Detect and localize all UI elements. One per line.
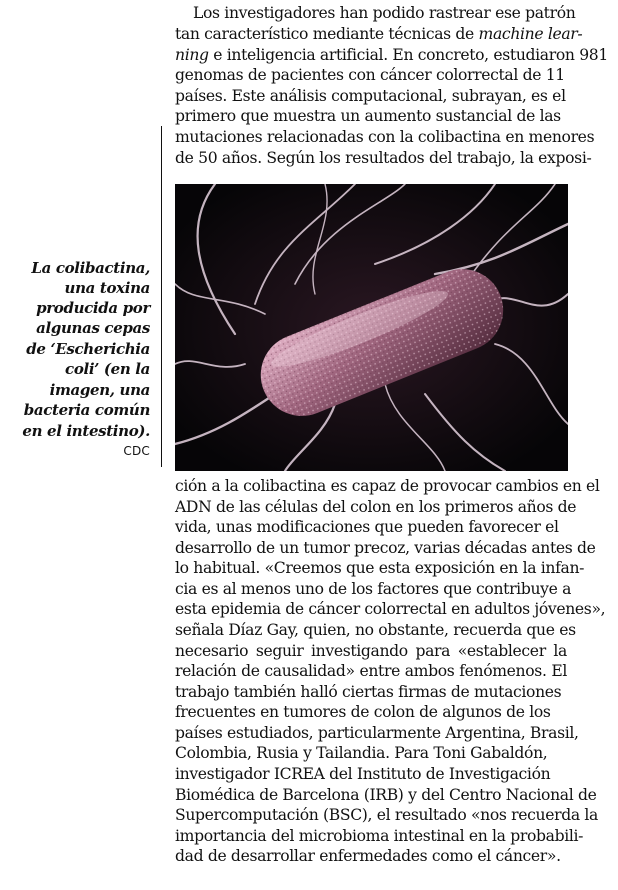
caption-line: en el intestino). bbox=[22, 422, 150, 440]
body-line: necesario seguir investigando para «establecer la bbox=[175, 642, 567, 660]
body-line: desarrollo de un tumor precoz, varias décadas antes de bbox=[175, 539, 596, 557]
body-line: esta epidemia de cáncer colorrectal en adultos jóvenes», bbox=[175, 600, 606, 618]
caption-line: La colibactina, bbox=[31, 259, 150, 277]
caption-line: producida por bbox=[36, 299, 150, 317]
body-line: trabajo también halló ciertas firmas de mutaciones bbox=[175, 683, 562, 701]
photo-credit: CDC bbox=[123, 444, 150, 458]
bacterium-icon bbox=[175, 184, 568, 471]
body-line: señala Díaz Gay, quien, no obstante, recuerda que es bbox=[175, 621, 576, 639]
body-line: Colombia, Rusia y Tailandia. Para Toni Gabaldón, bbox=[175, 744, 548, 762]
body-line: dad de desarrollar enfermedades como el cáncer». bbox=[175, 847, 561, 865]
caption-line: imagen, una bbox=[49, 381, 150, 399]
caption-line: coli’ (en la bbox=[65, 360, 150, 378]
body-line: ning e inteligencia artificial. En concreto, estudiaron 981 bbox=[175, 46, 608, 64]
body-line: Los investigadores han podido rastrear ese patrón bbox=[193, 4, 576, 22]
body-line: importancia del microbioma intestinal en la probabili- bbox=[175, 827, 584, 845]
body-line: relación de causalidad» entre ambos fenómenos. El bbox=[175, 662, 567, 680]
body-line: mutaciones relacionadas con la colibactina en menores bbox=[175, 128, 595, 146]
body-line: vida, unas modificaciones que pueden favorecer el bbox=[175, 518, 559, 536]
body-line: primero que muestra un aumento sustancial de las bbox=[175, 107, 561, 125]
body-line: cia es al menos uno de los factores que contribuye a bbox=[175, 580, 572, 598]
body-line: investigador ICREA del Instituto de Investigación bbox=[175, 765, 551, 783]
body-line: frecuentes en tumores de colon de algunos de los bbox=[175, 703, 551, 721]
body-line: ADN de las células del colon en los primeros años de bbox=[175, 498, 577, 516]
body-line: lo habitual. «Creemos que esta exposición en la infan- bbox=[175, 559, 585, 577]
bacterium-photo bbox=[175, 184, 568, 471]
caption-line: de ‘Escherichia bbox=[26, 340, 150, 358]
caption-line: una toxina bbox=[64, 279, 150, 297]
body-line: Supercomputación (BSC), el resultado «nos recuerda la bbox=[175, 806, 598, 824]
body-line: tan característico mediante técnicas de machine lear- bbox=[175, 25, 583, 43]
body-line: Biomédica de Barcelona (IRB) y del Centro Nacional de bbox=[175, 786, 597, 804]
column-divider bbox=[161, 126, 162, 467]
body-line: países. Este análisis computacional, subrayan, es el bbox=[175, 87, 566, 105]
body-line: países estudiados, particularmente Argentina, Brasil, bbox=[175, 724, 579, 742]
body-line: genomas de pacientes con cáncer colorrectal de 11 bbox=[175, 66, 565, 84]
caption-line: algunas cepas bbox=[36, 319, 150, 337]
body-line: ción a la colibactina es capaz de provocar cambios en el bbox=[175, 477, 600, 495]
caption-line: bacteria común bbox=[23, 401, 150, 419]
body-line: de 50 años. Según los resultados del trabajo, la exposi- bbox=[175, 149, 592, 167]
